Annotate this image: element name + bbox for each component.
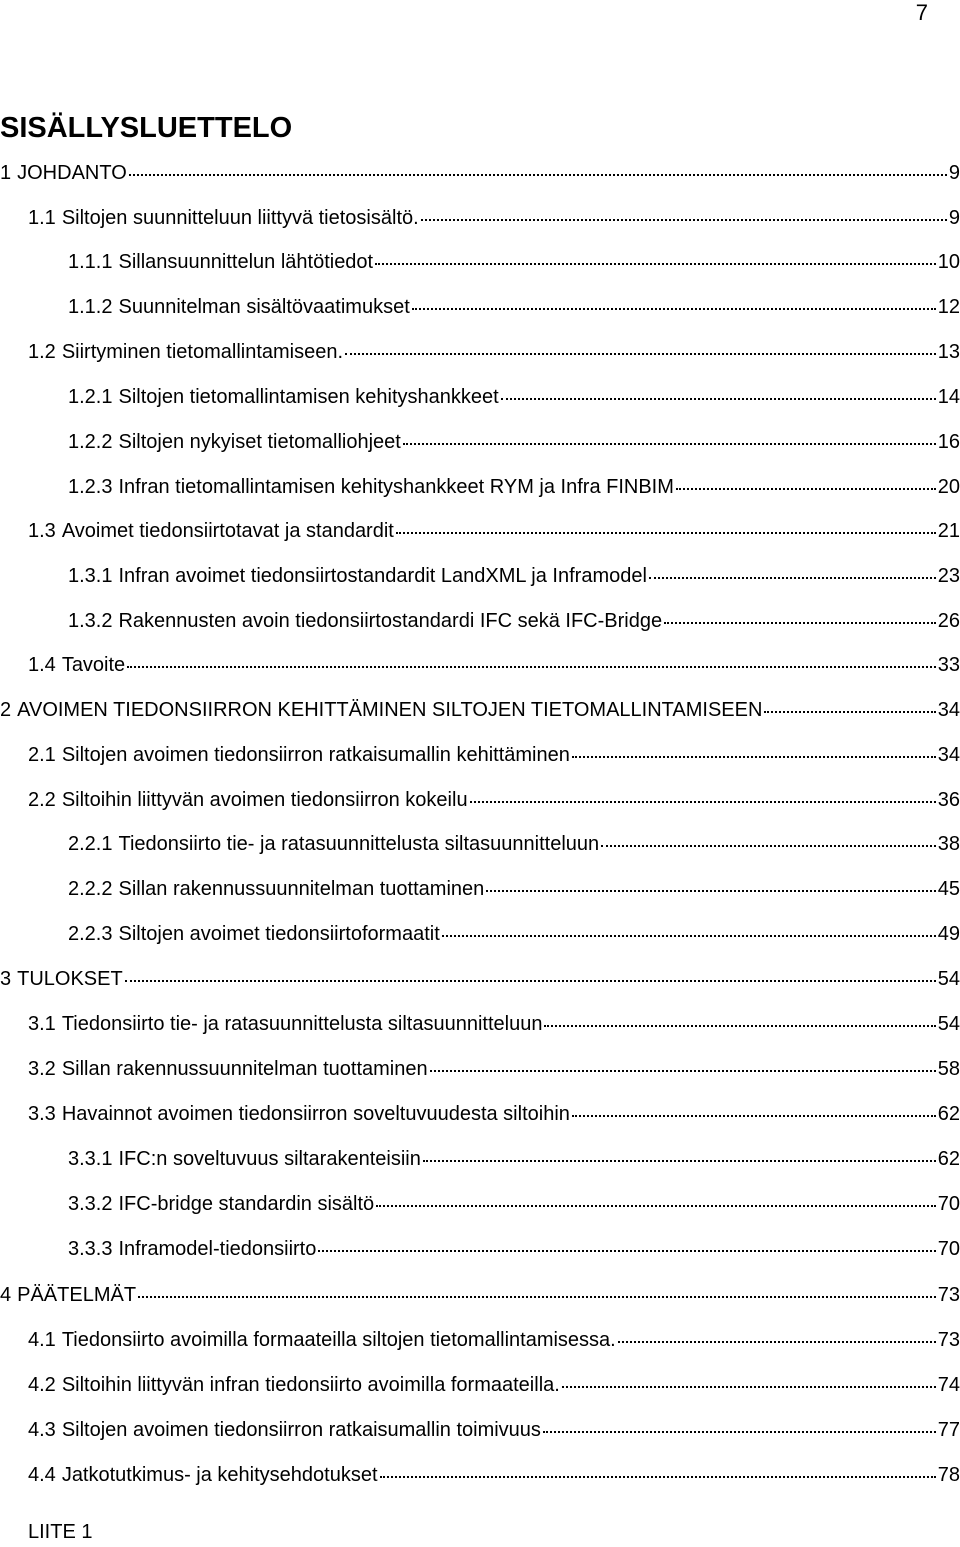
dot-leader <box>138 1296 936 1298</box>
toc-entry-page: 77 <box>937 1419 960 1441</box>
toc-entry-number: 2.2.2 <box>68 878 113 900</box>
toc-entry-title: Inframodel-tiedonsiirto <box>118 1238 317 1260</box>
dot-leader <box>375 263 936 265</box>
toc-entry[interactable] <box>28 1099 960 1129</box>
toc-entry-title: Sillan rakennussuunnitelman tuottaminen <box>61 1058 428 1080</box>
toc-entry-page: 78 <box>937 1464 960 1486</box>
toc-entry[interactable] <box>0 1280 960 1310</box>
toc-entry-number: 3.1 <box>28 1013 56 1035</box>
dot-leader <box>127 666 936 668</box>
toc-entry-number: 4 <box>0 1284 12 1306</box>
dot-leader <box>421 219 947 221</box>
dot-leader <box>318 1250 935 1252</box>
dot-leader <box>380 1476 936 1478</box>
dot-leader <box>403 443 936 445</box>
toc-entry-title: Tiedonsiirto avoimilla formaateilla siltojen tietomallintamisessa. <box>61 1329 616 1351</box>
toc-entry-page: 70 <box>937 1238 960 1260</box>
toc-entry[interactable] <box>68 427 960 457</box>
toc-title: SISÄLLYSLUETTELO <box>0 112 293 144</box>
toc-entry[interactable] <box>68 472 960 502</box>
toc-entry-page: 70 <box>937 1193 960 1215</box>
toc-entry-page: 62 <box>937 1103 960 1125</box>
toc-entry-number: 4.1 <box>28 1329 56 1351</box>
dot-leader <box>572 756 936 758</box>
toc-entry-title: Siltojen avoimet tiedonsiirtoformaatit <box>118 923 440 945</box>
toc-entry[interactable] <box>0 964 960 994</box>
toc-entry-number: 2.2.1 <box>68 833 113 855</box>
toc-entry-number: 3 <box>0 968 12 990</box>
toc-entry-number: 2.1 <box>28 744 56 766</box>
toc-entry-title: TULOKSET <box>17 968 123 990</box>
page-number: 7 <box>915 0 928 25</box>
toc-entry-number: 2 <box>0 699 12 721</box>
toc-entry[interactable] <box>28 650 960 680</box>
dot-leader <box>345 353 936 355</box>
toc-entry-title: Rakennusten avoin tiedonsiirtostandardi IFC sekä IFC-Bridge <box>118 610 663 632</box>
toc-entry-number: 3.2 <box>28 1058 56 1080</box>
toc-entry-title: Siltojen tietomallintamisen kehityshankkeet <box>118 386 499 408</box>
toc-entry[interactable] <box>28 785 960 815</box>
toc-entry-page: 74 <box>937 1374 960 1396</box>
toc-entry-title: JOHDANTO <box>17 162 127 184</box>
dot-leader <box>430 1070 936 1072</box>
toc-entry-page: 9 <box>948 207 960 229</box>
toc-entry[interactable] <box>28 203 960 233</box>
toc-entry[interactable] <box>68 1144 960 1174</box>
toc-entry-number: 1.4 <box>28 654 56 676</box>
toc-entry[interactable] <box>28 740 960 770</box>
toc-entry-title: Siltojen nykyiset tietomalliohjeet <box>118 431 401 453</box>
dot-leader <box>412 308 936 310</box>
toc-entry-page: 45 <box>937 878 960 900</box>
toc-entry-page: 73 <box>937 1284 960 1306</box>
toc-entry-title: Avoimet tiedonsiirtotavat ja standardit <box>61 520 394 542</box>
toc-entry-title: Tiedonsiirto tie- ja ratasuunnittelusta siltasuunnitteluun <box>61 1013 543 1035</box>
dot-leader <box>125 980 936 982</box>
toc-entry-title: Sillansuunnittelun lähtötiedot <box>118 251 374 273</box>
toc-entry-number: 1.1.1 <box>68 251 113 273</box>
toc-entry-page: 33 <box>937 654 960 676</box>
toc-entry[interactable] <box>0 158 960 188</box>
toc-entry-page: 13 <box>937 341 960 363</box>
dot-leader <box>442 935 936 937</box>
dot-leader <box>376 1205 936 1207</box>
toc-entry[interactable] <box>68 1189 960 1219</box>
toc-entry-number: 1.2.1 <box>68 386 113 408</box>
toc-entry-title: IFC-bridge standardin sisältö <box>118 1193 375 1215</box>
dot-leader <box>501 398 936 400</box>
toc-entry-page: 49 <box>937 923 960 945</box>
toc-entry[interactable] <box>28 1054 960 1084</box>
toc-entry-title: IFC:n soveltuvuus siltarakenteisiin <box>118 1148 421 1170</box>
dot-leader <box>129 174 947 176</box>
toc-entry-title: Suunnitelman sisältövaatimukset <box>118 296 410 318</box>
toc-entry-number: 3.3.1 <box>68 1148 113 1170</box>
toc-entry-page: 36 <box>937 789 960 811</box>
dot-leader <box>618 1341 936 1343</box>
toc-entry-page: 14 <box>937 386 960 408</box>
toc-entry-page: 38 <box>937 833 960 855</box>
toc-entry-number: 1.2 <box>28 341 56 363</box>
toc-entry-number: 1.1 <box>28 207 56 229</box>
dot-leader <box>562 1386 936 1388</box>
toc-entry-page: 62 <box>937 1148 960 1170</box>
toc-entry[interactable] <box>68 561 960 591</box>
dot-leader <box>601 845 936 847</box>
toc-entry-number: 1.1.2 <box>68 296 113 318</box>
toc-entry[interactable] <box>68 606 960 636</box>
dot-leader <box>423 1160 936 1162</box>
toc-entry[interactable] <box>28 1460 960 1490</box>
toc-entry[interactable] <box>28 337 960 367</box>
toc-entry-title: Havainnot avoimen tiedonsiirron soveltuvuudesta siltoihin <box>61 1103 570 1125</box>
dot-leader <box>396 532 936 534</box>
toc-entry-page: 10 <box>937 251 960 273</box>
toc-entry[interactable] <box>68 1234 960 1264</box>
toc-entry-number: 2.2 <box>28 789 56 811</box>
toc-entry-number: 4.2 <box>28 1374 56 1396</box>
toc-entry-page: 54 <box>937 1013 960 1035</box>
toc-entry-title: Siirtyminen tietomallintamiseen. <box>61 341 344 363</box>
toc-entry[interactable] <box>68 829 960 859</box>
toc-entry-title: Tiedonsiirto tie- ja ratasuunnittelusta siltasuunnitteluun <box>118 833 600 855</box>
toc-entry-title: Infran tietomallintamisen kehityshankkeet RYM ja Infra FINBIM <box>118 476 674 498</box>
toc-entry-page: 34 <box>937 744 960 766</box>
dot-leader <box>470 801 936 803</box>
toc-entry-page: 16 <box>937 431 960 453</box>
toc-entry[interactable] <box>28 1325 960 1355</box>
toc-entry-page: 54 <box>937 968 960 990</box>
toc-entry-number: 3.3 <box>28 1103 56 1125</box>
toc-entry-title: Jatkotutkimus- ja kehitysehdotukset <box>61 1464 378 1486</box>
toc-entry-number: 3.3.2 <box>68 1193 113 1215</box>
toc-entry-number: 4.4 <box>28 1464 56 1486</box>
toc-entry-number: 1 <box>0 162 12 184</box>
toc-entry-title: PÄÄTELMÄT <box>17 1284 137 1306</box>
toc-entry-title: Siltojen avoimen tiedonsiirron ratkaisumallin kehittäminen <box>61 744 570 766</box>
toc-entry-page: 73 <box>937 1329 960 1351</box>
toc-entry[interactable] <box>68 919 960 949</box>
dot-leader <box>543 1431 936 1433</box>
toc-entry-page: 34 <box>937 699 960 721</box>
toc-entry-number: 1.2.3 <box>68 476 113 498</box>
toc-entry-page: 20 <box>937 476 960 498</box>
toc-entry-number: 1.3 <box>28 520 56 542</box>
toc-entry-page: 58 <box>937 1058 960 1080</box>
toc-entry-number: 4.3 <box>28 1419 56 1441</box>
toc-entry-number: 3.3.3 <box>68 1238 113 1260</box>
toc-entry-title: Infran avoimet tiedonsiirtostandardit LandXML ja Inframodel <box>118 565 647 587</box>
dot-leader <box>676 488 936 490</box>
toc-entry-number: 1.2.2 <box>68 431 113 453</box>
toc-entry[interactable] <box>28 1415 960 1445</box>
toc-entry-title: Siltoihin liittyvän avoimen tiedonsiirron kokeilu <box>61 789 468 811</box>
dot-leader <box>649 577 936 579</box>
toc-entry[interactable] <box>68 292 960 322</box>
dot-leader <box>664 622 936 624</box>
dot-leader <box>544 1025 935 1027</box>
toc-entry-title: AVOIMEN TIEDONSIIRRON KEHITTÄMINEN SILTOJEN TIETOMALLINTAMISEEN <box>17 699 763 721</box>
dot-leader <box>486 890 935 892</box>
toc-entry-number: 1.3.2 <box>68 610 113 632</box>
toc-entry-title: Tavoite <box>61 654 126 676</box>
toc-entry-number: 1.3.1 <box>68 565 113 587</box>
toc-entry-title: Sillan rakennussuunnitelman tuottaminen <box>118 878 485 900</box>
dot-leader <box>572 1115 936 1117</box>
toc-entry-title: Siltojen suunnitteluun liittyvä tietosisältö. <box>61 207 419 229</box>
toc-entry[interactable] <box>28 516 960 546</box>
toc-entry-title: Siltojen avoimen tiedonsiirron ratkaisumallin toimivuus <box>61 1419 541 1441</box>
toc-entry-page: 21 <box>937 520 960 542</box>
toc-entry-page: 9 <box>948 162 960 184</box>
toc-entry-page: 23 <box>937 565 960 587</box>
toc-entry-page: 12 <box>937 296 960 318</box>
appendix-label: LIITE 1 <box>28 1521 93 1543</box>
toc-entry[interactable] <box>0 695 960 725</box>
toc-entry-page: 26 <box>937 610 960 632</box>
toc-entry[interactable] <box>68 247 960 277</box>
toc-entry-title: Siltoihin liittyvän infran tiedonsiirto avoimilla formaateilla. <box>61 1374 560 1396</box>
dot-leader <box>764 711 935 713</box>
toc-entry[interactable] <box>68 382 960 412</box>
toc-entry[interactable] <box>28 1009 960 1039</box>
toc-entry[interactable] <box>28 1370 960 1400</box>
toc-entry[interactable] <box>68 874 960 904</box>
toc-entry-number: 2.2.3 <box>68 923 113 945</box>
